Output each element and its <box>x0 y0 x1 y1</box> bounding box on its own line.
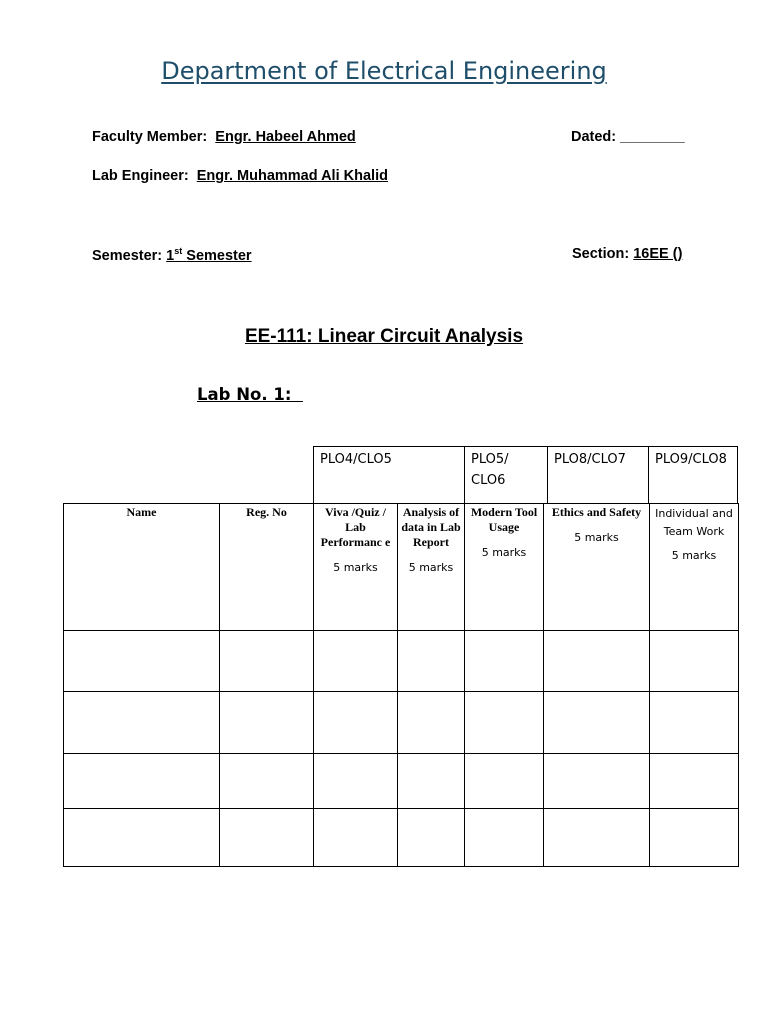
table-cell[interactable] <box>314 692 398 754</box>
table-cell[interactable] <box>64 754 220 809</box>
section-value: 16EE () <box>633 246 683 262</box>
table-cell[interactable] <box>314 631 398 692</box>
column-header-name: Name <box>64 504 220 631</box>
column-header-viva: Viva /Quiz / Lab Performanc e 5 marks <box>314 504 398 631</box>
table-cell[interactable] <box>220 754 314 809</box>
table-cell[interactable] <box>650 754 739 809</box>
table-cell[interactable] <box>398 809 465 867</box>
plo-header: PLO5/ CLO6 <box>465 447 548 504</box>
dated-value: ________ <box>620 129 685 145</box>
table-header-row <box>64 504 739 631</box>
faculty-member: Faculty Member: Engr. Habeel Ahmed <box>92 129 356 145</box>
table-row <box>64 631 739 692</box>
table-cell[interactable] <box>544 809 650 867</box>
department-title: Department of Electrical Engineering <box>161 57 607 85</box>
table-cell[interactable] <box>544 692 650 754</box>
plo-header: PLO4/CLO5 <box>314 447 465 504</box>
table-cell[interactable] <box>64 631 220 692</box>
table-cell[interactable] <box>220 809 314 867</box>
table-cell[interactable] <box>64 692 220 754</box>
table-row <box>64 809 739 867</box>
table-cell[interactable] <box>544 754 650 809</box>
lab-number: Lab No. 1: <box>197 385 303 404</box>
table-cell[interactable] <box>465 809 544 867</box>
plo-header-table <box>313 446 738 504</box>
table-cell[interactable] <box>650 631 739 692</box>
semester: Semester: 1st Semester <box>92 246 252 264</box>
table-cell[interactable] <box>544 631 650 692</box>
table-cell[interactable] <box>314 754 398 809</box>
table-cell[interactable] <box>465 692 544 754</box>
column-header-ethics: Ethics and Safety 5 marks <box>544 504 650 631</box>
table-cell[interactable] <box>650 692 739 754</box>
lab-engineer: Lab Engineer: Engr. Muhammad Ali Khalid <box>92 168 388 184</box>
column-header-modern-tool: Modern Tool Usage 5 marks <box>465 504 544 631</box>
faculty-member-value: Engr. Habeel Ahmed <box>215 129 356 145</box>
table-cell[interactable] <box>220 692 314 754</box>
marks-table <box>63 503 739 867</box>
table-cell[interactable] <box>465 754 544 809</box>
column-header-individual: Individual and Team Work 5 marks <box>650 504 739 631</box>
table-row <box>64 754 739 809</box>
column-header-analysis: Analysis of data in Lab Report 5 marks <box>398 504 465 631</box>
table-cell[interactable] <box>314 809 398 867</box>
column-header-reg-no: Reg. No <box>220 504 314 631</box>
table-cell[interactable] <box>398 754 465 809</box>
course-title: EE-111: Linear Circuit Analysis <box>244 326 524 347</box>
section: Section: 16EE () <box>572 246 683 262</box>
plo-header: PLO9/CLO8 <box>649 447 738 504</box>
table-cell[interactable] <box>465 631 544 692</box>
semester-value: 1st Semester <box>166 246 252 264</box>
plo-header: PLO8/CLO7 <box>548 447 649 504</box>
table-cell[interactable] <box>220 631 314 692</box>
table-row <box>64 692 739 754</box>
table-cell[interactable] <box>64 809 220 867</box>
table-cell[interactable] <box>398 692 465 754</box>
table-cell[interactable] <box>650 809 739 867</box>
lab-engineer-value: Engr. Muhammad Ali Khalid <box>196 168 388 184</box>
dated: Dated: ________ <box>571 129 685 145</box>
table-cell[interactable] <box>398 631 465 692</box>
